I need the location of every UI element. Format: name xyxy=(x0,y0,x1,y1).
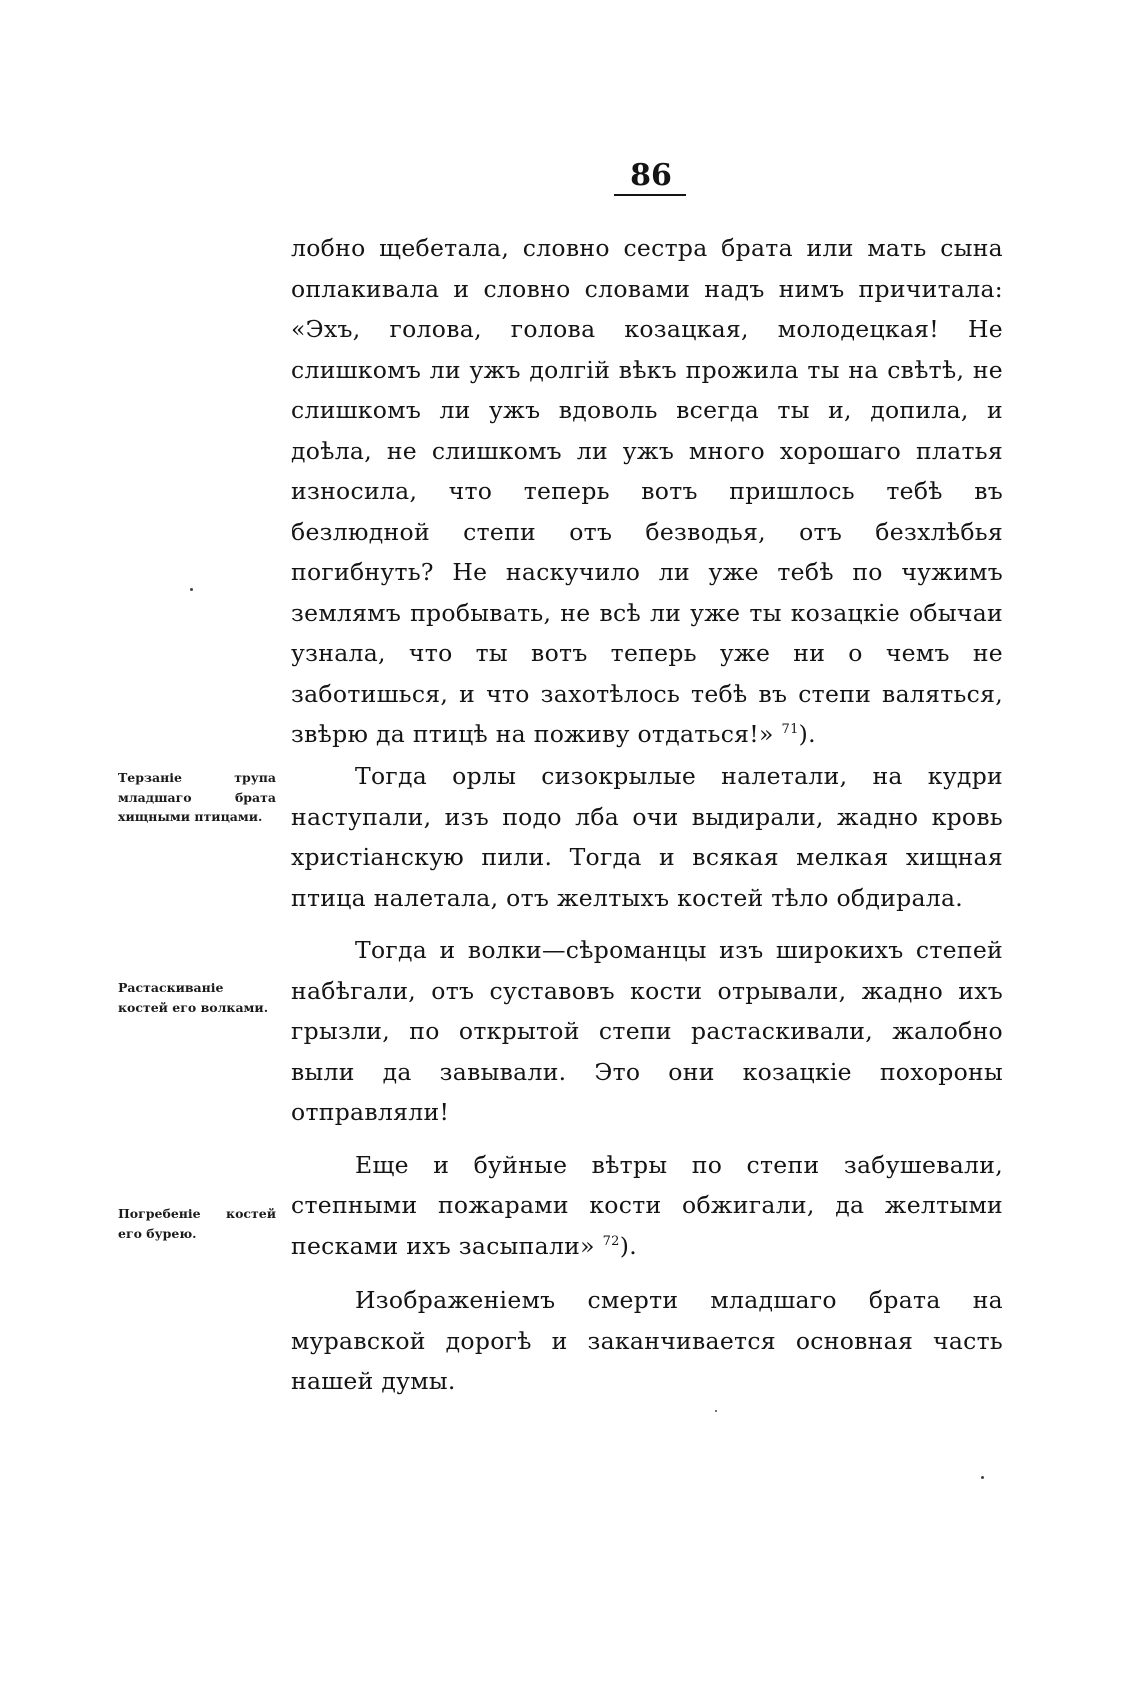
paragraph-conclusion: Изображеніемъ смерти младшаго брата на муравской дорогѣ и заканчивается основная часть нашей думы. xyxy=(291,1286,1003,1395)
page-number: 86 xyxy=(630,158,672,193)
paragraph-lament-text: лобно щебетала, словно сестра брата или мать сына оплакивала и словно словами надъ нимъ причитала: «Эхъ, голова, голова козацкая, молодецкая! Не слишкомъ ли ужъ долгій вѣкъ прожила ты на свѣтѣ, не слишкомъ ли ужъ вдоволь всегда ты и, допила, и доѣла, не слишкомъ ли ужъ много хорошаго платья износила, что теперь вотъ пришлось тебѣ въ безлюдной степи отъ безводья, отъ безхлѣбья погибнуть? Не наскучило ли уже тебѣ по чужимъ землямъ пробывать, не всѣ ли уже ты козацкіе обычаи узнала, что ты вотъ теперь уже ни о чемъ не заботишься, и что захотѣлось тебѣ въ степи валяться, звѣрю да птицѣ на поживу отдаться!» xyxy=(291,234,1003,748)
footnote-close-71: ). xyxy=(798,720,816,748)
text-block-opening xyxy=(291,228,1003,755)
text-block-main xyxy=(291,756,1003,1402)
margin-note-winds: Погребеніе костей его бурею. xyxy=(118,1206,276,1241)
page-number-underline xyxy=(614,194,686,196)
paragraph-wolves: Тогда и волки—сѣроманцы изъ широкихъ степей набѣгали, отъ суставовъ кости отрывали, жадно ихъ грызли, по открытой степи растаскивали, жалобно выли да завывали. Это они козацкіе похороны отправляли! xyxy=(291,936,1003,1126)
footnote-ref-71: 71 xyxy=(781,722,799,738)
paragraph-eagles: Тогда орлы сизокрылые налетали, на кудри наступали, изъ подо лба очи выдирали, жадно кровь христіанскую пили. Тогда и всякая мелкая хищная птица налетала, отъ желтыхъ костей тѣло обдирала. xyxy=(291,762,1003,912)
margin-note-birds: Терзаніе трупа младшаго брата хищными птицами. xyxy=(118,770,276,824)
margin-note-wolves: Растаскиваніе костей его волками. xyxy=(118,980,269,1015)
paper-speck xyxy=(190,588,193,591)
paragraph-winds xyxy=(291,1145,1003,1267)
paragraph-lament xyxy=(291,228,1003,755)
footnote-ref-72: 72 xyxy=(602,1233,620,1249)
footnote-close-72: ). xyxy=(619,1231,638,1260)
paper-speck xyxy=(715,1410,717,1412)
paper-speck xyxy=(981,1476,984,1479)
paragraph-winds-text: Еще и буйные вѣтры по степи забушевали, степными пожарами кости обжигали, да желтыми песками ихъ засыпали» xyxy=(291,1150,1003,1260)
